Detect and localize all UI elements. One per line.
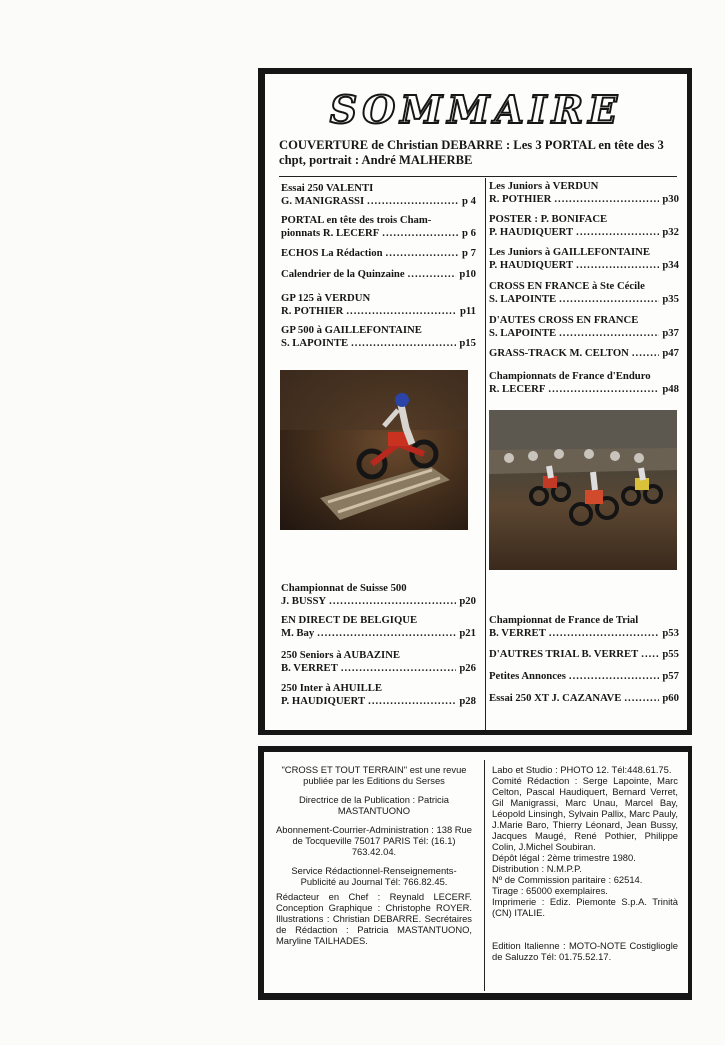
toc-entry[interactable]: ECHOS La Rédaction ..... p 7: [281, 247, 476, 260]
legal-deposit: Dépôt légal : 2ème trimestre 1980.: [492, 852, 636, 863]
toc-entry[interactable]: Les Juniors à GAILLEFONTAINE P. HAUDIQUERT ..... p34: [489, 246, 679, 272]
toc-entry[interactable]: Essai 250 VALENTI G. MANIGRASSI ..... p 4: [281, 182, 476, 208]
page-number: p20: [459, 595, 476, 607]
page-number: p30: [662, 193, 679, 205]
printer: Imprimerie : Ediz. Piemonte S.p.A. Trinità (CN) ITALIE.: [492, 896, 678, 918]
trial-rider-photo: [280, 370, 468, 530]
page-number: p10: [459, 268, 476, 280]
toc-entry[interactable]: CROSS EN FRANCE à Ste Cécile S. LAPOINTE ..... p35: [489, 280, 679, 306]
toc-entry[interactable]: Championnat de France de Trial B. VERRET ..... p53: [489, 614, 679, 640]
publisher-info: "CROSS ET TOUT TERRAIN" est une revue publiée par les Editions du Serses: [281, 764, 467, 786]
page-number: p53: [662, 627, 679, 639]
subscription-address: Abonnement-Courrier-Administration : 138 Rue de Tocqueville 75017 PARIS Tél: (16.1) 763.42.04.: [276, 824, 472, 857]
toc-entry[interactable]: D'AUTES CROSS EN FRANCE S. LAPOINTE ..... p37: [489, 314, 679, 340]
page-number: p35: [662, 293, 679, 305]
enduro-riders-photo: [489, 410, 677, 570]
divider: [279, 176, 677, 177]
toc-entry[interactable]: Petites Annonces ..... p57: [489, 670, 679, 683]
colophon-left: [276, 764, 472, 946]
colophon-box: [264, 752, 688, 993]
toc-entry[interactable]: Championnats de France d'Enduro R. LECERF ..... p48: [489, 370, 679, 396]
italian-edition: Edition Italienne : MOTO-NOTE Costigliogle de Saluzzo Tél: 01.75.52.17.: [492, 940, 678, 962]
page-number: p37: [662, 327, 679, 339]
page-number: p60: [662, 692, 679, 704]
page-number: p28: [459, 695, 476, 707]
toc-entry[interactable]: Les Juniors à VERDUN R. POTHIER ..... p30: [489, 180, 679, 206]
toc-entry[interactable]: EN DIRECT DE BELGIQUE M. Bay ..... p21: [281, 614, 476, 640]
page-number: p11: [459, 305, 476, 317]
page-number: p55: [662, 648, 679, 660]
toc-entry[interactable]: GP 500 à GAILLEFONTAINE S. LAPOINTE ..... p15: [281, 324, 476, 350]
toc-entry[interactable]: 250 Seniors à AUBAZINE B. VERRET ..... p26: [281, 649, 476, 675]
page-number: p47: [662, 347, 679, 359]
print-run: Tirage : 65000 exemplaires.: [492, 885, 608, 896]
toc-entry[interactable]: GP 125 à VERDUN R. POTHIER ..... p11: [281, 292, 476, 318]
colophon-right: [492, 764, 678, 962]
editorial-service: Service Rédactionnel-Renseignements-Publicité au Journal Tél: 766.82.45.: [291, 865, 457, 887]
page-number: p34: [662, 259, 679, 271]
page-number: p21: [459, 627, 476, 639]
page-number: p32: [662, 226, 679, 238]
toc-entry[interactable]: D'AUTRES TRIAL B. VERRET ..... p55: [489, 648, 679, 661]
toc-entry[interactable]: Essai 250 XT J. CAZANAVE ..... p60: [489, 692, 679, 705]
toc-entry[interactable]: 250 Inter à AHUILLE P. HAUDIQUERT ..... p28: [281, 682, 476, 708]
photo-lab: Labo et Studio : PHOTO 12. Tél:448.61.75.: [492, 764, 672, 775]
commission-number: Nº de Commission paritaire : 62514.: [492, 874, 643, 885]
page-number: p 6: [462, 227, 476, 239]
toc-entry[interactable]: POSTER : P. BONIFACE P. HAUDIQUERT ..... p32: [489, 213, 679, 239]
column-divider: [485, 178, 486, 730]
enduro-riders-illustration: [489, 410, 677, 570]
page-number: p 7: [462, 247, 476, 259]
page-number: p57: [662, 670, 679, 682]
editorial-committee: Comité Rédaction : Serge Lapointe, Marc Celton, Pascal Haudiquert, Bernard Verret, Gil Manigrassi, Marc Unau, Marcel Bay, Léopold Linsingh, Sylvain Pallix, Marc Pauly, J.Marie Baro, Thierry Léonard, Jean Bussy, Jacques Maugé, René Pothier, Philippe Colin, J.Michel Soubiran.: [492, 775, 678, 852]
cover-credit: COUVERTURE de Christian DEBARRE : Les 3 PORTAL en tête des 3 chpt, portrait : André MALHERBE: [279, 138, 664, 167]
page-number: p15: [459, 337, 476, 349]
trial-rider-illustration: [280, 370, 468, 530]
editorial-staff: Rédacteur en Chef : Reynald LECERF. Conception Graphique : Christophe ROYER. Illustrations : Christian DEBARRE. Secrétaires de Rédaction : Patricia MASTANTUONO, Maryline TAILHADES.: [276, 891, 472, 946]
page-number: p26: [459, 662, 476, 674]
toc-entry[interactable]: Calendrier de la Quinzaine ..... p10: [281, 268, 476, 281]
distribution: Distribution : N.M.P.P.: [492, 863, 582, 874]
summary-box: [265, 74, 687, 730]
toc-entry[interactable]: GRASS-TRACK M. CELTON ..... p47: [489, 347, 679, 360]
page-number: p48: [662, 383, 679, 395]
toc-entry[interactable]: PORTAL en tête des trois Cham- pionnats R. LECERF ..... p 6: [281, 214, 476, 240]
publication-director: Directrice de la Publication : Patricia MASTANTUONO: [298, 794, 450, 816]
page-title: SOMMAIRE: [329, 87, 623, 132]
toc-entry[interactable]: Championnat de Suisse 500 J. BUSSY ..... p20: [281, 582, 476, 608]
page-number: p 4: [462, 195, 476, 207]
column-divider: [484, 760, 485, 991]
